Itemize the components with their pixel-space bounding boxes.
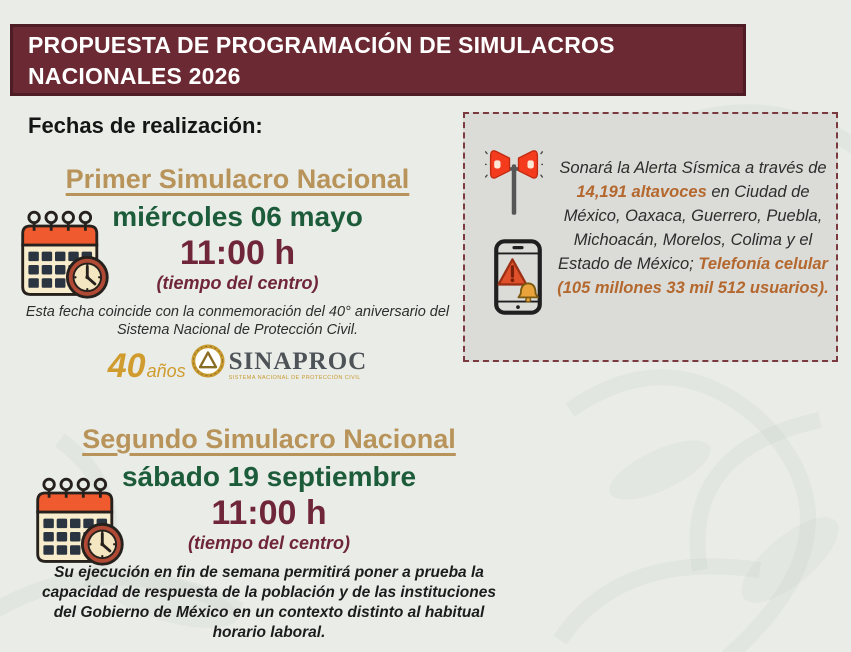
seismic-alert-box — [463, 112, 838, 362]
alert-text — [557, 156, 829, 300]
second-drill-timezone: (tiempo del centro) — [187, 533, 350, 553]
alert-text-part2: en Ciudad de México, Oaxaca, Guerrero, Puebla, Michoacán, Morelos, Colima y el Estado de México; — [558, 183, 823, 273]
first-drill-timezone: (tiempo del centro) — [156, 273, 319, 293]
calendar-clock-icon — [17, 205, 112, 309]
logo-number: 40 — [107, 346, 146, 385]
alert-highlight-phones: Telefonía celular (105 millones 33 mil 512 usuarios). — [557, 255, 829, 297]
logo-name: SINAPROC — [228, 348, 368, 376]
logo-suffix: años — [146, 361, 186, 382]
first-drill-title: Primer Simulacro Nacional — [65, 164, 410, 194]
logo-wordmark — [229, 349, 368, 381]
first-drill-time: 11:00 h — [179, 234, 296, 272]
section-heading: Fechas de realización: — [28, 113, 263, 138]
logo-tagline: SISTEMA NACIONAL DE PROTECCIÓN CIVIL — [228, 375, 361, 382]
page-title-line2: NACIONALES 2026 — [28, 63, 241, 89]
sinaproc-logo — [15, 344, 460, 385]
second-drill-note: Su ejecución en fin de semana permitirá poner a prueba la capacidad de respuesta de la población y de las instituciones del Gobierno de México en un contexto distinto al habitual horario laboral. — [42, 564, 496, 642]
alert-highlight-speakers: 14,191 altavoces — [576, 183, 707, 201]
calendar-clock-icon — [32, 472, 127, 576]
siren-icon — [485, 150, 543, 227]
page-title-line1: PROPUESTA DE PROGRAMACIÓN DE SIMULACROS — [28, 32, 615, 58]
first-drill-date: miércoles 06 mayo — [112, 201, 363, 232]
second-drill-time: 11:00 h — [211, 494, 327, 532]
alert-text-part1: Sonará la Alerta Sísmica a través de — [559, 159, 827, 177]
page-title — [10, 24, 746, 96]
second-drill-title: Segundo Simulacro Nacional — [82, 424, 456, 454]
second-drill-date: sábado 19 septiembre — [121, 461, 417, 492]
phone-alert-icon — [493, 238, 543, 321]
first-drill-note: Esta fecha coincide con la conmemoración del 40° aniversario del Sistema Nacional de Protección Civil. — [25, 304, 450, 339]
sinaproc-emblem-icon — [191, 344, 225, 383]
